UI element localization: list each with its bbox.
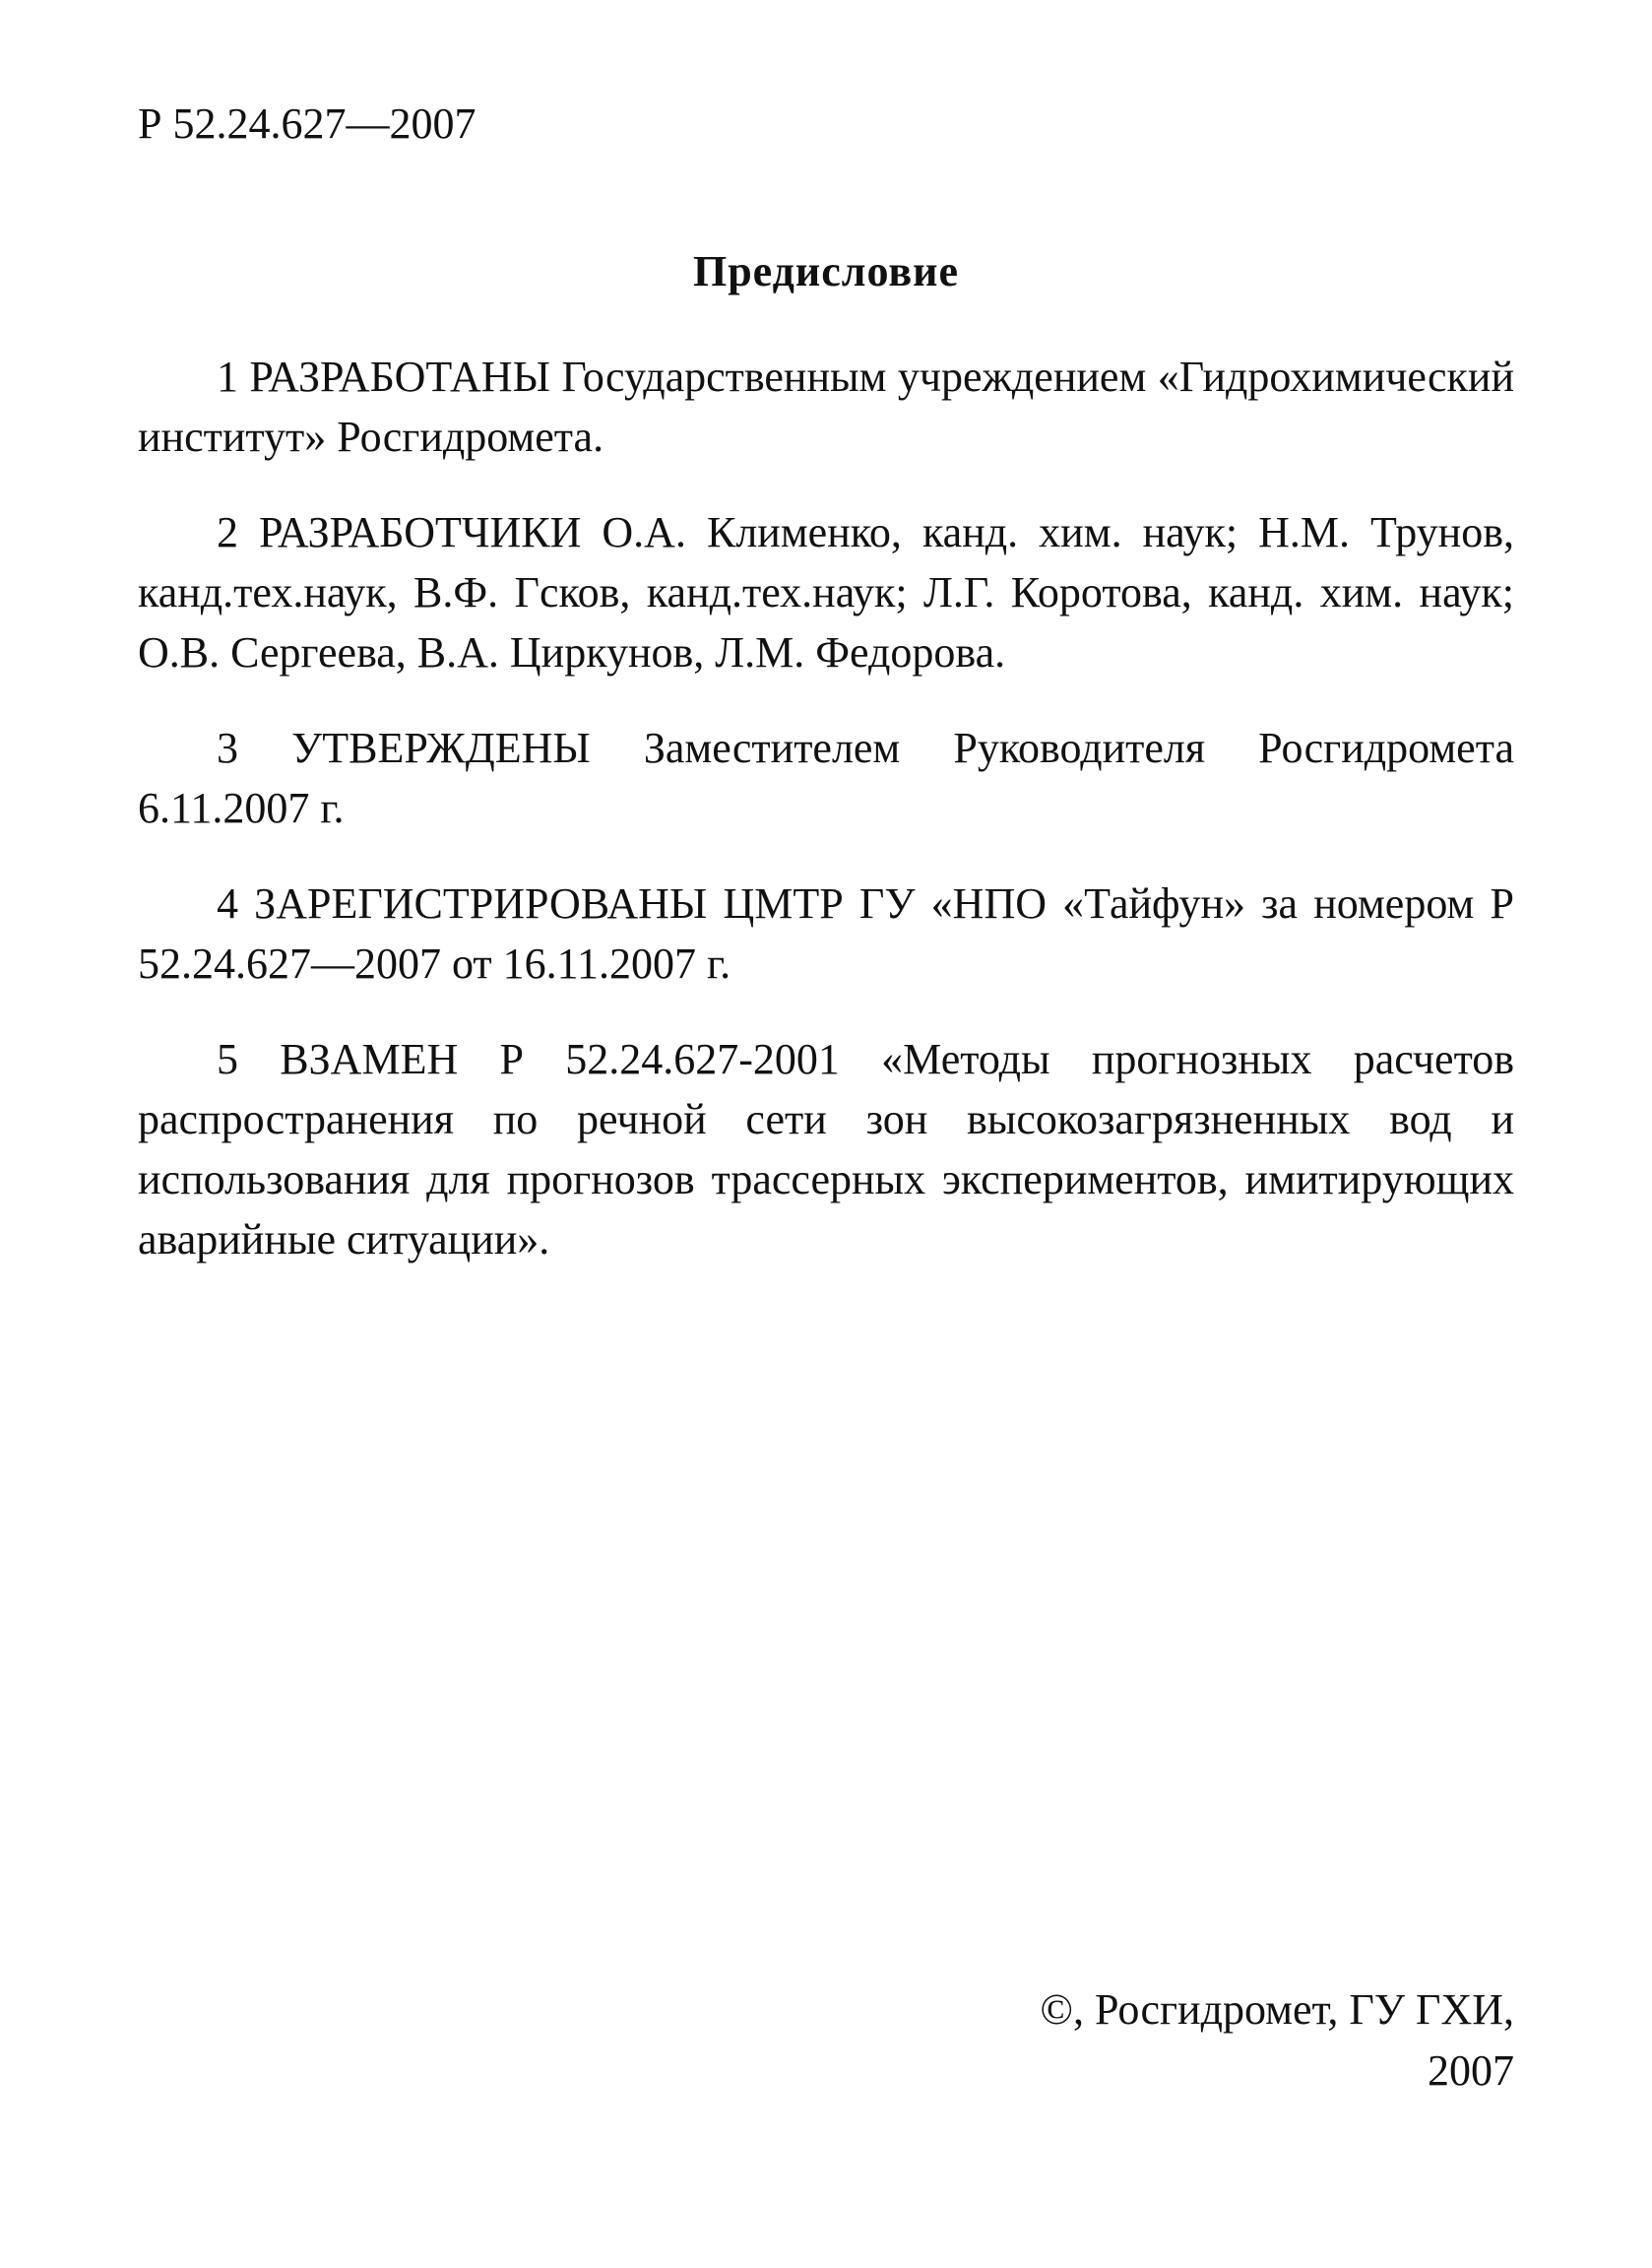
paragraph-registered: 4 ЗАРЕГИСТРИРОВАНЫ ЦМТР ГУ «НПО «Тайфун» за номером Р 52.24.627—2007 от 16.11.2007 г.	[138, 879, 1514, 988]
document-number: Р 52.24.627—2007	[138, 99, 477, 148]
paragraph-approved: 3 УТВЕРЖДЕНЫ Заместителем Руководителя Росгидромета 6.11.2007 г.	[138, 724, 1514, 832]
page-title: Предисловие	[692, 247, 959, 295]
copyright-block	[1041, 1979, 1514, 2102]
copyright-year: 2007	[1428, 2046, 1514, 2095]
foreword-content	[138, 347, 1514, 1305]
paragraph-developed-by: 1 РАЗРАБОТАНЫ Государственным учреждением «Гидрохимический институт» Росгидромета.	[138, 353, 1514, 461]
paragraph-replaces: 5 ВЗАМЕН Р 52.24.627-2001 «Методы прогнозных расчетов распространения по речной сети зон высокозагрязненных вод и использования для прогнозов трассерных экспериментов, имитирующих аварийные ситуации».	[138, 1035, 1514, 1264]
paragraph-developers: 2 РАЗРАБОТЧИКИ О.А. Клименко, канд. хим. наук; Н.М. Трунов, канд.тех.наук, В.Ф. Гсков, канд.тех.наук; Л.Г. Коротова, канд. хим. наук; О.В. Сергеева, В.А. Циркунов, Л.М. Федорова.	[138, 508, 1514, 677]
copyright-holder: ©, Росгидромет, ГУ ГХИ,	[1040, 1985, 1514, 2034]
